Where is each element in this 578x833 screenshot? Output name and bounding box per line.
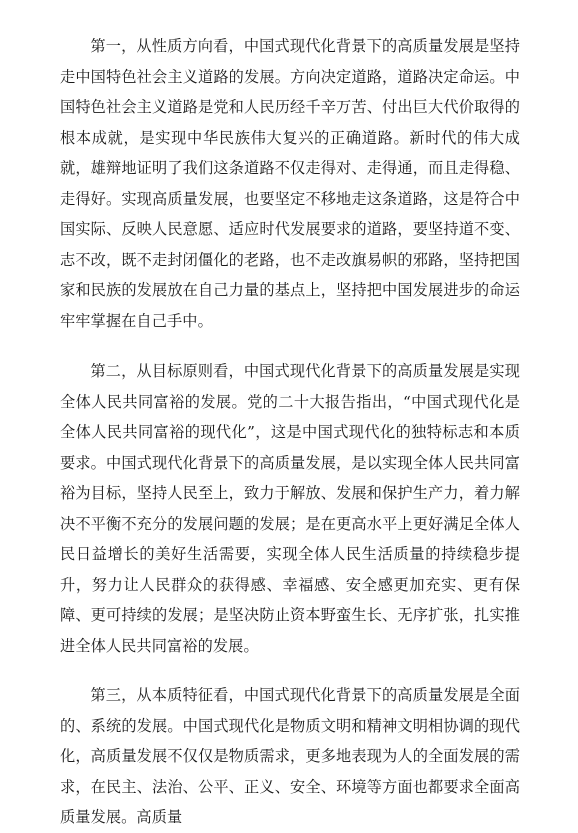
paragraph-goal-principle: 第二，从目标原则看，中国式现代化背景下的高质量发展是实现全体人民共同富裕的发展。党的二十大报告指出，“中国式现代化是全体人民共同富裕的现代化”，这是中国式现代化的独特标志和本质要求。中国式现代化背景下的高质量发展，是以实现全体人民共同富裕为目标，坚持人民至上，致力于解放、发展和保护生产力，着力解决不平衡不充分的发展问题的发展；是在更高水平上更好满足全体人民日益增长的美好生活需要，实现全体人民生活质量的持续稳步提升，努力让人民群众的获得感、幸福感、安全感更加充实、更有保障、更可持续的发展；是坚决防止资本野蛮生长、无序扩张，扎实推进全体人民共同富裕的发展。	[60, 362, 520, 655]
paragraph-essential-feature: 第三，从本质特征看，中国式现代化背景下的高质量发展是全面的、系统的发展。中国式现代化是物质文明和精神文明相协调的现代化，高质量发展不仅仅是物质需求，更多地表现为人的全面发展的需求，在民主、法治、公平、正义、安全、环境等方面也都要求全面高质量发展。高质量	[60, 686, 520, 826]
paragraph-nature-direction: 第一，从性质方向看，中国式现代化背景下的高质量发展是坚持走中国特色社会主义道路的发展。方向决定道路，道路决定命运。中国特色社会主义道路是党和人民历经千辛万苦、付出巨大代价取得的根本成就，是实现中华民族伟大复兴的正确道路。新时代的伟大成就，雄辩地证明了我们这条道路不仅走得对、走得通，而且走得稳、走得好。实现高质量发展，也要坚定不移地走这条道路，这是符合中国实际、反映人民意愿、适应时代发展要求的道路，要坚持道不变、志不改，既不走封闭僵化的老路，也不走改旗易帜的邪路，坚持把国家和民族的发展放在自己力量的基点上，坚持把中国发展进步的命运牢牢掌握在自己手中。	[60, 37, 520, 330]
